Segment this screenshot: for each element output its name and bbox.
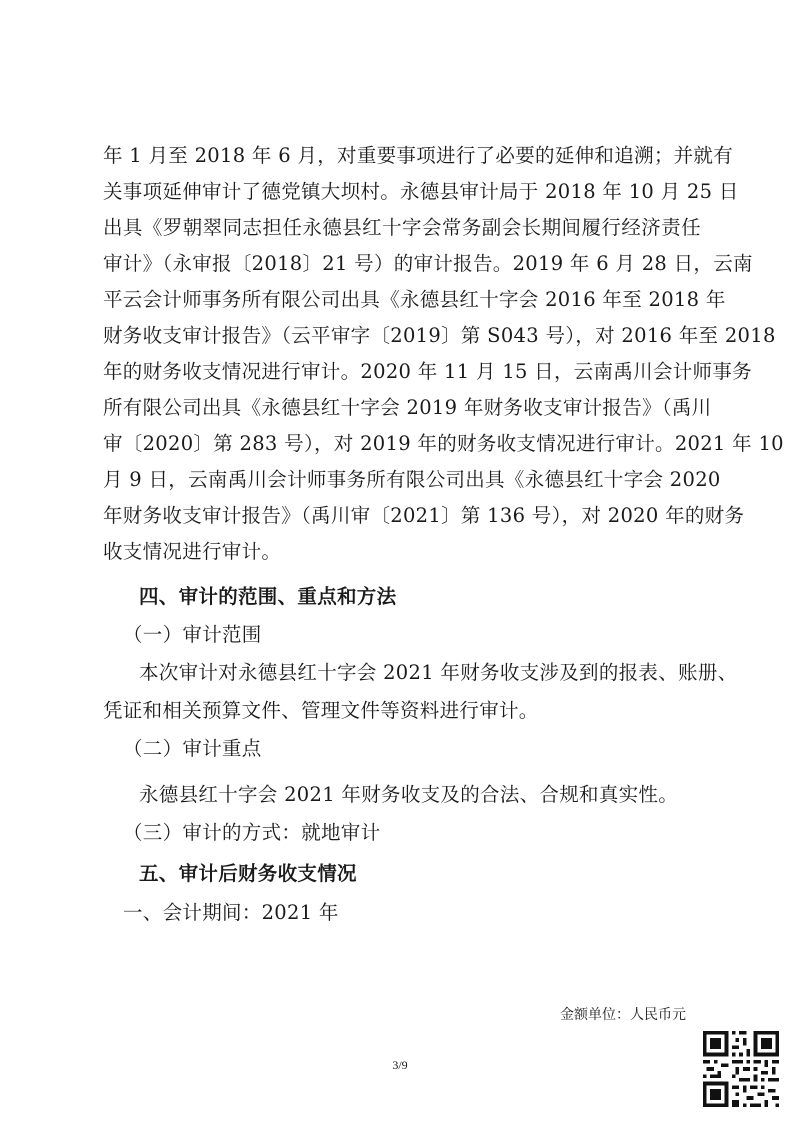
- section-4-heading: 四、审计的范围、重点和方法: [139, 585, 397, 608]
- section-4-sub1-title: （一）审计范围: [123, 623, 262, 646]
- paragraph-line-1: 年 1 月至 2018 年 6 月，对重要事项进行了必要的延伸和追溯；并就有: [103, 144, 734, 167]
- paragraph-line-10: 月 9 日，云南禹川会计师事务所有限公司出具《永德县红十字会 2020: [103, 468, 721, 491]
- paragraph-line-2: 关事项延伸审计了德党镇大坝村。永德县审计局于 2018 年 10 月 25 日: [103, 180, 739, 203]
- amount-unit-label: 金额单位：人民币元: [560, 1007, 686, 1023]
- paragraph-line-11: 年财务收支审计报告》（禹川审〔2021〕第 136 号），对 2020 年的财务: [103, 504, 745, 527]
- section-4-sub3-title: （三）审计的方式：就地审计: [123, 821, 381, 844]
- paragraph-line-6: 财务收支审计报告》（云平审字〔2019〕第 S043 号），对 2016 年至 2018: [103, 324, 776, 347]
- paragraph-line-5: 平云会计师事务所有限公司出具《永德县红十字会 2016 年至 2018 年: [103, 288, 726, 311]
- section-4-sub1-body-1: 本次审计对永德县红十字会 2021 年财务收支涉及到的报表、账册、: [139, 661, 738, 684]
- paragraph-line-7: 年的财务收支情况进行审计。2020 年 11 月 15 日，云南禹川会计师事务: [103, 360, 752, 383]
- qr-code: [703, 1031, 779, 1107]
- paragraph-line-8: 所有限公司出具《永德县红十字会 2019 年财务收支审计报告》（禹川: [103, 396, 712, 419]
- section-4-sub1-body-2: 凭证和相关预算文件、管理文件等资料进行审计。: [103, 699, 539, 722]
- paragraph-line-3: 出具《罗朝翠同志担任永德县红十字会常务副会长期间履行经济责任: [103, 216, 701, 239]
- section-5-item-1: 一、会计期间：2021 年: [123, 901, 339, 924]
- paragraph-line-12: 收支情况进行审计。: [103, 540, 282, 563]
- paragraph-line-9: 审〔2020〕第 283 号），对 2019 年的财务收支情况进行审计。2021 年 10: [103, 432, 784, 455]
- paragraph-line-4: 审计》（永审报〔2018〕21 号）的审计报告。2019 年 6 月 28 日，云南: [103, 252, 753, 275]
- section-4-sub2-title: （二）审计重点: [123, 737, 262, 760]
- section-5-heading: 五、审计后财务收支情况: [139, 862, 357, 885]
- section-4-sub2-body: 永德县红十字会 2021 年财务收支及的合法、合规和真实性。: [139, 783, 679, 806]
- page-number: 3/9: [392, 1058, 408, 1072]
